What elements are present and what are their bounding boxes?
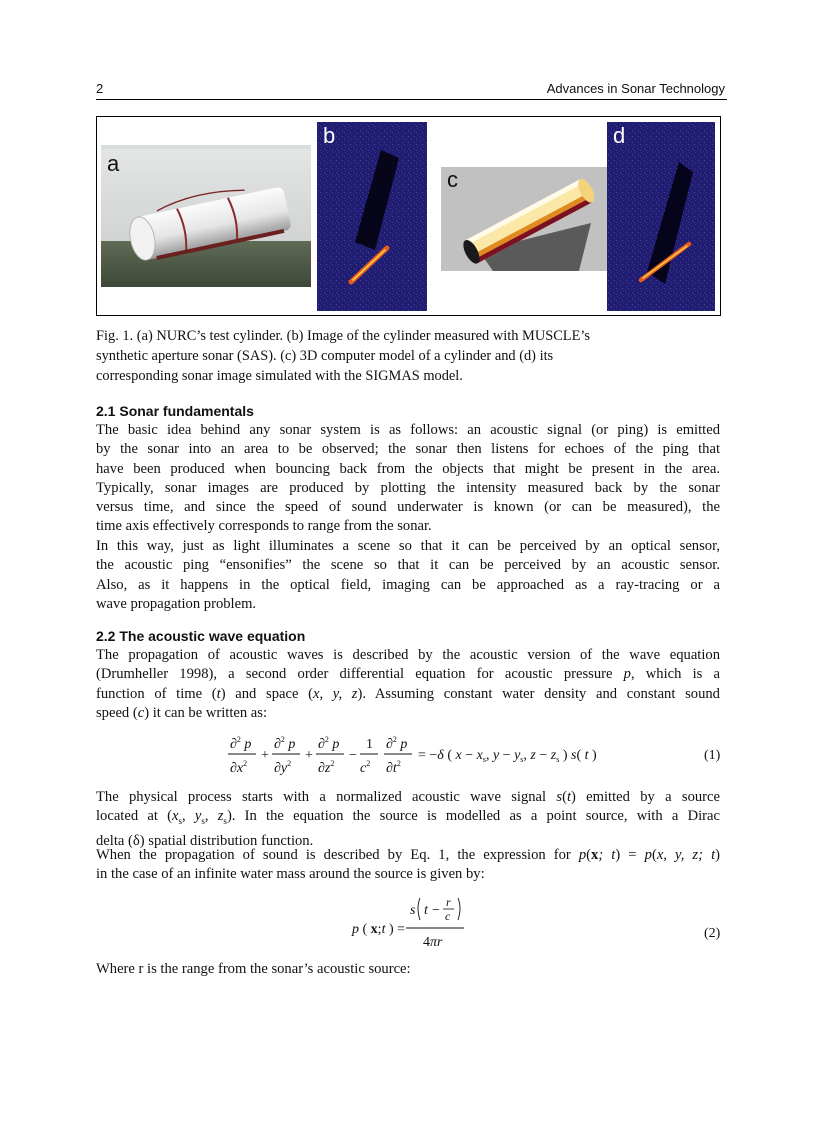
svg-text:c2: $c^2$ xyxy=(360,759,371,776)
sas-measured-image xyxy=(317,122,427,311)
text-line: the acoustic ping “ensonifies” the scene so that it can be perceived by an acoustic sensor. xyxy=(96,557,720,574)
text-line: (Drumheller 1998), a second order differential equation for acoustic pressure p, which is a xyxy=(96,666,720,683)
svg-text:∂2 p: ∂$^2$ p xyxy=(318,735,340,752)
caption-line: synthetic aperture sonar (SAS). (c) 3D computer model of a cylinder and (d) its xyxy=(96,348,554,364)
svg-text:c: c xyxy=(445,909,451,923)
page-number: 2 xyxy=(96,81,104,96)
running-header xyxy=(96,79,727,100)
cylinder-photo-image xyxy=(101,145,311,287)
panel-c-3d-model xyxy=(441,167,611,271)
equation-2 xyxy=(350,890,480,958)
text-line: The basic idea behind any sonar system is as follows: an acoustic signal (or ping) is emitted xyxy=(96,422,720,438)
figure-1 xyxy=(96,116,721,316)
svg-text:∂2 p: ∂$^2$ p xyxy=(386,735,408,752)
text-line: The physical process starts with a normalized acoustic wave signal s(t) emitted by a source xyxy=(96,789,720,805)
svg-text:∂2 p: ∂$^2$ p xyxy=(274,735,296,752)
cylinder-3d-model xyxy=(441,167,611,271)
section-heading-2-1: 2.1 Sonar fundamentals xyxy=(96,403,254,419)
text-line: versus time, and since the speed of sound underwater is known (or can be measured), the xyxy=(96,499,720,516)
paragraph-ensonify xyxy=(96,537,720,614)
svg-text:p ( x;t ) =: p ( x;t ) = xyxy=(352,922,406,937)
text-line: Typically, sonar images are produced by plotting the intensity measured back by the sonar xyxy=(96,479,720,496)
text-line: When the propagation of sound is described by Eq. 1, the expression for p(x; t) = p(x, y, z; t) xyxy=(96,847,720,863)
svg-text:r: r xyxy=(446,895,451,909)
section-heading-2-2: 2.2 The acoustic wave equation xyxy=(96,628,306,644)
svg-text:s: s xyxy=(410,903,416,918)
svg-text:+: + xyxy=(305,748,313,763)
caption-line: Fig. 1. (a) NURC’s test cylinder. (b) Image of the cylinder measured with MUSCLE’s xyxy=(96,328,590,344)
text-line: time axis effectively corresponds to range from the sonar. xyxy=(96,518,432,535)
text-line: by the sonar into an area to be observed; the sonar then listens for echoes of the ping that xyxy=(96,441,720,458)
svg-text:t: t xyxy=(424,903,428,918)
paragraph-range: Where r is the range from the sonar’s acoustic source: xyxy=(96,961,411,977)
caption-line: corresponding sonar image simulated with the SIGMAS model. xyxy=(96,368,463,384)
text-line: in the case of an infinite water mass around the source is given by: xyxy=(96,866,485,883)
svg-text:1: 1 xyxy=(366,737,373,752)
panel-a-photo xyxy=(101,145,311,287)
paragraph-source xyxy=(96,788,720,851)
text-line: In this way, just as light illuminates a scene so that it can be perceived by an optical sensor, xyxy=(96,538,720,554)
paragraph-sonar-basics xyxy=(96,421,720,537)
equation-2-number: (2) xyxy=(704,926,721,941)
svg-text:∂z2: $\partial z^2$ xyxy=(318,759,335,776)
text-line: function of time (t) and space (x, y, z). Assuming constant water density and constant sound xyxy=(96,685,720,702)
text-line: speed (c) it can be written as: xyxy=(96,704,268,721)
figure-caption xyxy=(96,326,696,386)
text-line: wave propagation problem. xyxy=(96,595,257,612)
svg-text:∂x2: $\partial x^2$ xyxy=(230,759,248,776)
paragraph-wave-equation xyxy=(96,646,720,723)
svg-text:∂t2: $\partial t^2$ xyxy=(386,759,401,776)
equation-1 xyxy=(228,730,598,780)
svg-text:∂y2: $\partial y^2$ xyxy=(274,759,292,776)
svg-text:−: − xyxy=(432,903,440,918)
svg-text:−: − xyxy=(349,748,357,763)
svg-text:= −δ ( x − xs, y − ys, z − zs: = −δ ( $x - x_s$, $y - y_s$, $z - z_s$ ) s( t ) xyxy=(418,748,597,764)
text-line: located at ($x_s$, $y_s$, $z_s$). In the equation the source is modelled as a point source, with a Dirac xyxy=(96,808,721,827)
svg-text:∂2 p: ∂$^2$ p xyxy=(230,735,252,752)
panel-label-c: c xyxy=(447,167,458,192)
panel-label-d: d xyxy=(613,123,626,148)
text-line: Also, as it happens in the optical field, imaging can be approached as a ray-tracing or a xyxy=(96,576,720,593)
panel-label-a: a xyxy=(107,151,120,176)
svg-text:+: + xyxy=(261,748,269,763)
text-line: delta (δ) spatial distribution function. xyxy=(96,832,314,849)
paragraph-infinite-mass xyxy=(96,846,720,885)
panel-d-simulated-image xyxy=(607,122,715,311)
running-title: Advances in Sonar Technology xyxy=(546,81,725,96)
text-line: have been produced when bouncing back from the objects that might be present in the area. xyxy=(96,460,720,477)
svg-text:4πr: 4πr xyxy=(423,935,443,950)
sas-simulated-image xyxy=(607,122,715,311)
panel-b-sas-image xyxy=(317,122,427,311)
equation-1-number: (1) xyxy=(704,748,721,763)
text-line: The propagation of acoustic waves is described by the acoustic version of the wave equation xyxy=(96,647,720,663)
panel-label-b: b xyxy=(323,123,336,148)
